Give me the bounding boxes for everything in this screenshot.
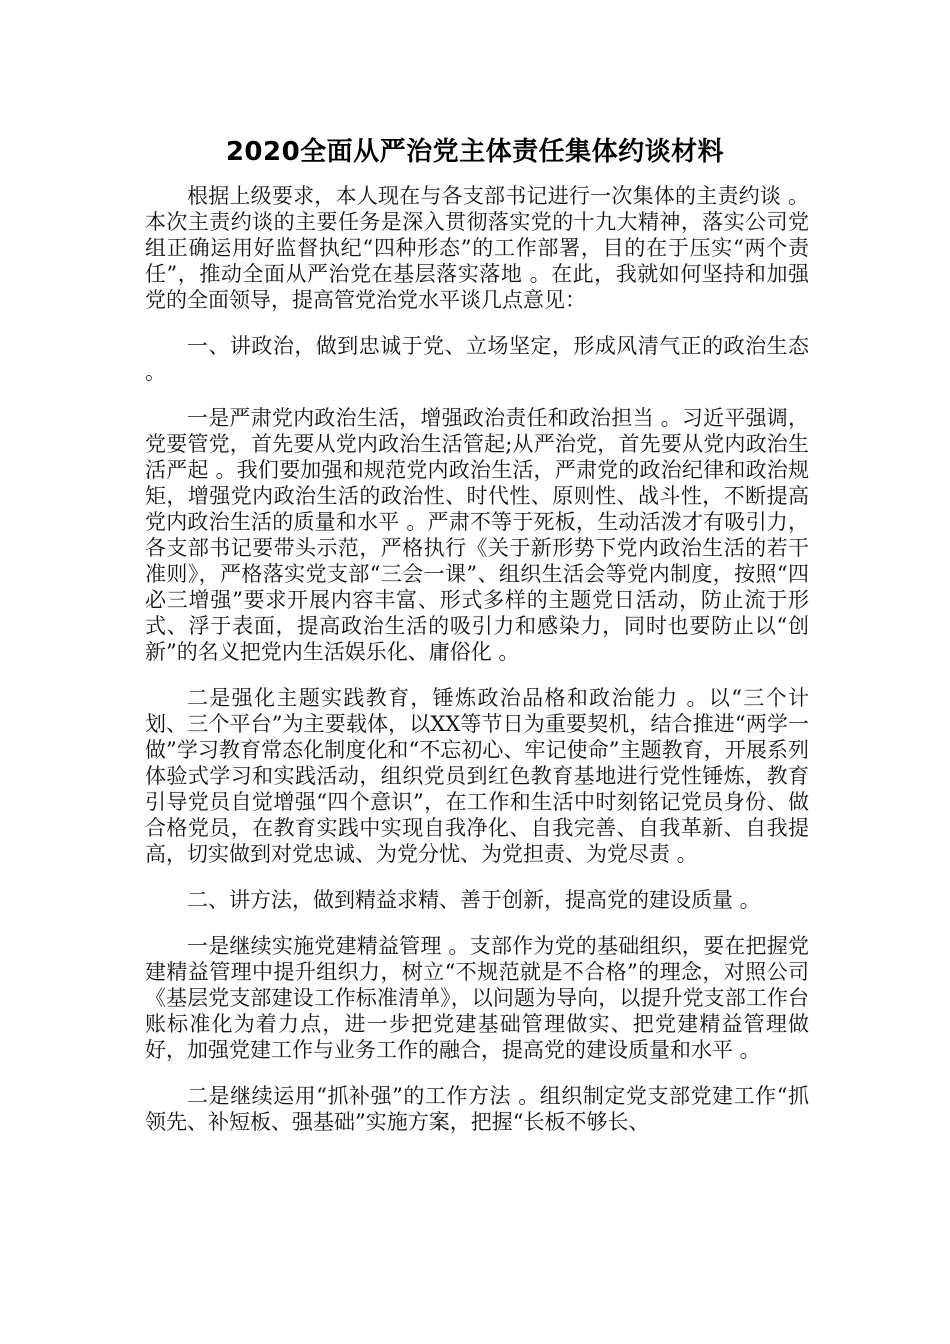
section-heading-methods: 二、讲方法，做到精益求精、善于创新，提高党的建设质量 。 [187,888,761,912]
paragraph-theme-education: 二是强化主题实践教育，锤炼政治品格和政治能力 。以“三个计划、三个平台”为主要载体，以XX等节日为重要契机，结合推进“两学一做”学习教育常态化制度化和“不忘初心、牢记使命”主题教育，开展系列体验式学习和实践活动，组织党员到红色教育基地进行党性锤炼，教育引导党员自觉增强“四个意识”，在工作和生活中时刻铭记党员身份、做合格党员，在教育实践中实现自我净化、自我完善、自我革新、自我提高，切实做到对党忠诚、为党分忧、为党担责、为党尽责 。 [145,686,809,866]
paragraph-lean-management: 一是继续实施党建精益管理 。支部作为党的基础组织，要在把握党建精益管理中提升组织力，树立“不规范就是不合格”的理念，对照公司《基层党支部建设工作标准清单》，以问题为导向，以提升党支部工作台账标准化为着力点，进一步把党建基础管理做实、把党建精益管理做好，加强党建工作与业务工作的融合，提高党的建设质量和水平 。 [145,934,809,1062]
paragraph-work-method: 二是继续运用“抓补强”的工作方法 。组织制定党支部党建工作“抓领先、补短板、强基础”实施方案，把握“长板不够长、 [145,1084,809,1134]
paragraph-intro: 根据上级要求，本人现在与各支部书记进行一次集体的主责约谈 。本次主责约谈的主要任务是深入贯彻落实党的十九大精神，落实公司党组正确运用好监督执纪“四种形态”的工作部署，目的在于压实“两个责任”，推动全面从严治党在基层落实落地 。在此，我就如何坚持和加强党的全面领导，提高管党治党水平谈几点意见： [145,184,809,312]
section-heading-politics: 一、讲政治，做到忠诚于党、立场坚定，形成风清气正的政治生态 。 [145,334,809,384]
document-body [145,183,809,1155]
document-title: 2020全面从严治党主体责任集体约谈材料 [225,137,725,167]
paragraph-political-life: 一是严肃党内政治生活，增强政治责任和政治担当 。习近平强调，党要管党，首先要从党内政治生活管起;从严治党，首先要从党内政治生活严起 。我们要加强和规范党内政治生活，严肃党的政治纪律和政治规矩，增强党内政治生活的政治性、时代性、原则性、战斗性，不断提高党内政治生活的质量和水平 。严肃不等于死板，生动活泼才有吸引力，各支部书记要带头示范，严格执行《关于新形势下党内政治生活的若干准则》，严格落实党支部“三会一课”、组织生活会等党内制度，按照“四必三增强”要求开展内容丰富、形式多样的主题党日活动，防止流于形式、浮于表面，提高政治生活的吸引力和感染力，同时也要防止以“创新”的名义把党内生活娱乐化、庸俗化 。 [145,406,809,664]
